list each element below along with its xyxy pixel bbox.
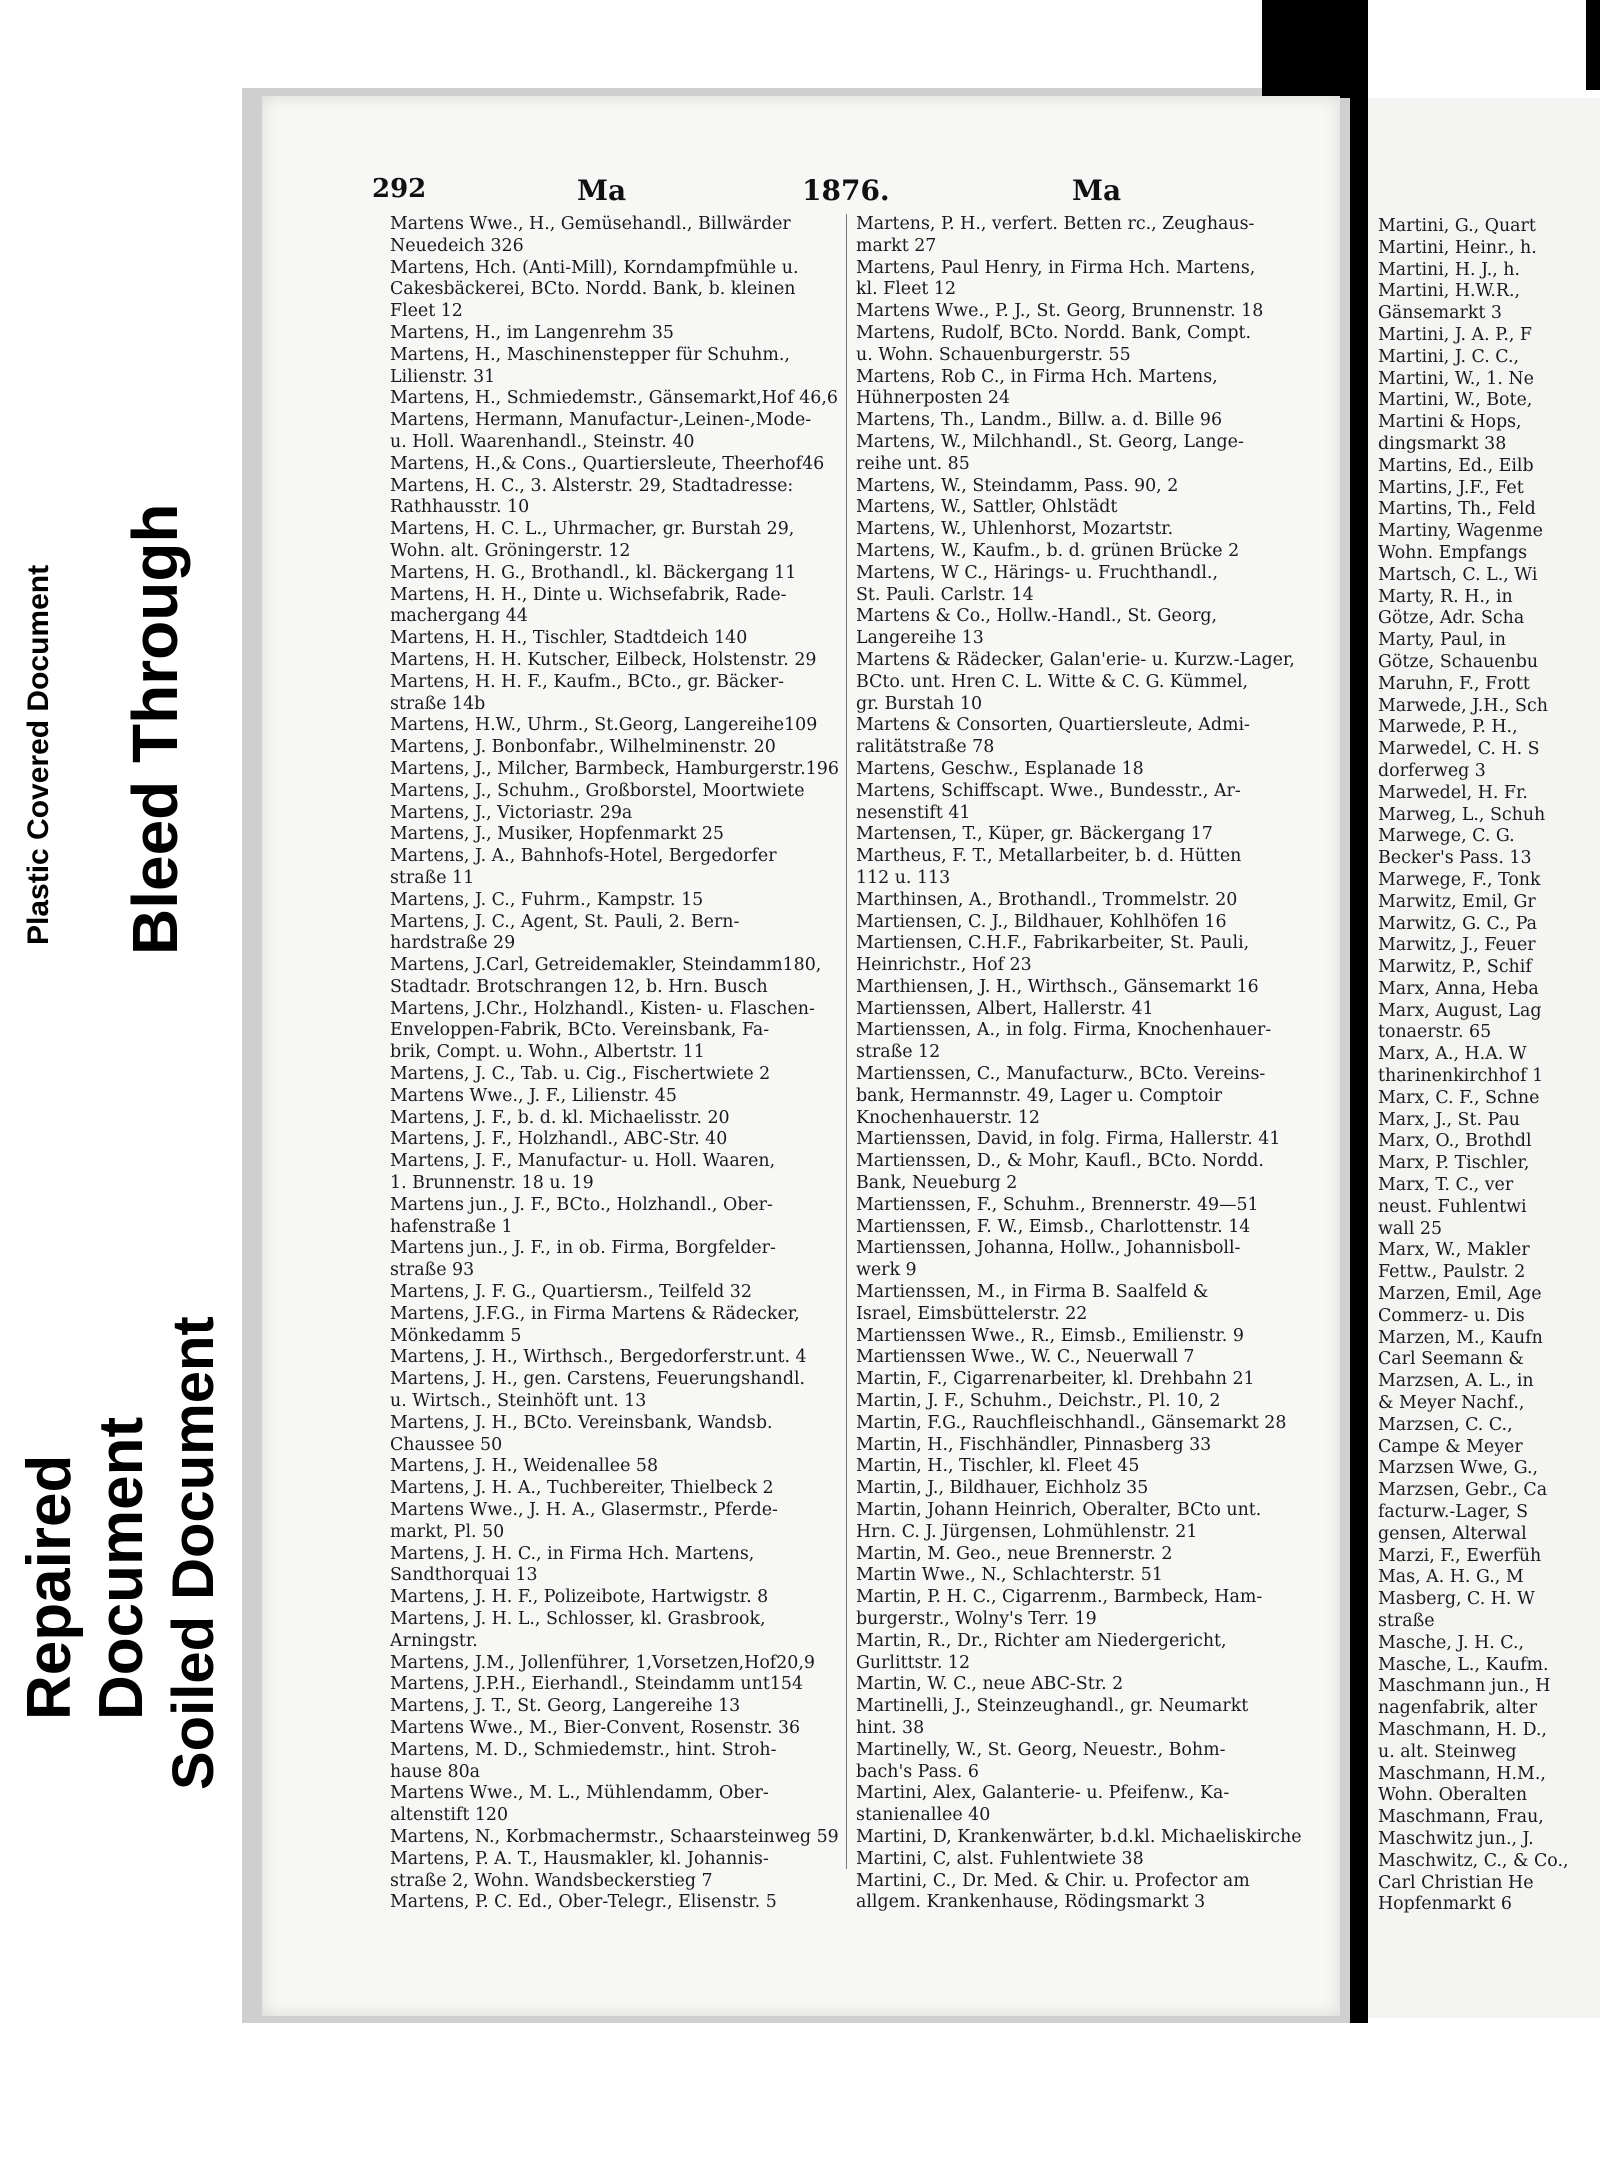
directory-entry: burgerstr., Wolny's Terr. 19	[856, 1609, 1097, 1629]
directory-entry: Arningstr.	[390, 1630, 478, 1651]
directory-entry: Martini, H. J., h.	[1378, 259, 1521, 280]
directory-entry: Chaussee 50	[390, 1434, 503, 1455]
directory-entry: Martens, H. H., Tischler, Stadtdeich 140	[390, 628, 748, 649]
directory-entry: Martini, H.W.R.,	[1378, 281, 1521, 302]
directory-entry: Maschwitz jun., J.	[1378, 1828, 1534, 1849]
directory-entry: Marwitz, G. C., Pa	[1378, 913, 1538, 934]
directory-entry: Marzen, M., Kaufn	[1378, 1327, 1543, 1348]
directory-entry: Martens, H. C., 3. Alsterstr. 29, Stadtadresse:	[390, 475, 794, 496]
directory-entry: Hühnerposten 24	[856, 388, 1011, 409]
directory-entry: altenstift 120	[390, 1805, 509, 1826]
directory-entry: Martens, J. H., BCto. Vereinsbank, Wandsb.	[390, 1412, 773, 1433]
binding-bar-side	[1350, 88, 1368, 2023]
directory-entry: stanienallee 40	[856, 1805, 991, 1826]
directory-entry: Martienssen, C., Manufacturw., BCto. Vereins-	[856, 1064, 1266, 1085]
directory-entry: Martienssen, M., in Firma B. Saalfeld &	[856, 1282, 1209, 1303]
directory-entry: werk 9	[856, 1260, 917, 1281]
directory-entry: Marzsen, C. C.,	[1378, 1414, 1513, 1435]
directory-entry: Marx, O., Brothdl	[1378, 1131, 1532, 1152]
directory-entry: Marzsen, Gebr., Ca	[1378, 1480, 1548, 1501]
directory-entry: hint. 38	[856, 1717, 925, 1738]
binding-bar-top	[1262, 0, 1368, 98]
directory-entry: bank, Hermannstr. 49, Lager u. Comptoir	[856, 1085, 1223, 1106]
directory-entry: Götze, Adr. Scha	[1378, 608, 1525, 629]
directory-entry: Martienssen, F., Schuhm., Brennerstr. 49—51	[856, 1194, 1259, 1215]
directory-entry: hardstraße 29	[390, 933, 516, 954]
directory-entry: Neuedeich 326	[390, 235, 524, 256]
directory-entry: Martens & Consorten, Quartiersleute, Admi-	[856, 715, 1250, 736]
bleed-through-label: Bleed Through	[119, 503, 191, 955]
directory-entry: Martienssen Wwe., W. C., Neuerwall 7	[856, 1347, 1195, 1368]
directory-entry: Martin, H., Fischhändler, Pinnasberg 33	[856, 1434, 1212, 1455]
directory-entry: Martienssen, Albert, Hallerstr. 41	[856, 998, 1154, 1019]
directory-entry: Martens, J. F., Holzhandl., ABC-Str. 40	[390, 1129, 728, 1150]
directory-entry: tonaerstr. 65	[1378, 1022, 1492, 1043]
header-right-abbrev: Ma	[1072, 174, 1122, 207]
directory-entry: Marzsen, A. L., in	[1378, 1371, 1534, 1392]
directory-entry: Martiensen, C. J., Bildhauer, Kohlhöfen 16	[856, 911, 1227, 932]
directory-entry: Martin, Johann Heinrich, Oberalter, BCto unt.	[856, 1500, 1262, 1521]
directory-entry: Martens & Co., Hollw.-Handl., St. Georg,	[856, 606, 1218, 627]
directory-entry: St. Pauli. Carlstr. 14	[856, 584, 1034, 605]
directory-entry: Martienssen, F. W., Eimsb., Charlottenstr. 14	[856, 1216, 1251, 1237]
directory-entry: Martens, J. C., Fuhrm., Kampstr. 15	[390, 889, 704, 910]
directory-entry: Marthiensen, J. H., Wirthsch., Gänsemarkt 16	[856, 976, 1259, 997]
directory-entry: Martens jun., J. F., in ob. Firma, Borgfelder-	[390, 1238, 776, 1259]
directory-entry: Martens, J., Victoriastr. 29a	[390, 802, 633, 823]
directory-entry: Wohn. Oberalten	[1378, 1785, 1528, 1806]
directory-entry: Martens, J. Bonbonfabr., Wilhelminenstr. 20	[390, 737, 776, 758]
directory-entry: Martens Wwe., M. L., Mühlendamm, Ober-	[390, 1783, 769, 1804]
directory-entry: Marwitz, J., Feuer	[1378, 935, 1536, 956]
directory-entry: Martens, J. H., Weidenallee 58	[390, 1456, 659, 1477]
directory-entry: Martins, Th., Feld	[1378, 499, 1536, 520]
header-left-abbrev: Ma	[577, 174, 627, 207]
directory-entry: Martini, J. C. C.,	[1378, 346, 1520, 367]
directory-entry: Martiensen, C.H.F., Fabrikarbeiter, St. Pauli,	[856, 933, 1250, 954]
directory-entry: Mönkedamm 5	[390, 1325, 522, 1346]
directory-entry: markt 27	[856, 235, 937, 256]
directory-entry: Martens Wwe., H., Gemüsehandl., Billwärder	[390, 214, 791, 234]
directory-entry: Martini, W., 1. Ne	[1378, 368, 1534, 389]
directory-entry: Götze, Schauenbu	[1378, 651, 1539, 672]
directory-entry: Martin, F., Cigarrenarbeiter, kl. Drehbahn 21	[856, 1369, 1255, 1390]
directory-entry: Martens, J. H., gen. Carstens, Feuerungshandl.	[390, 1369, 806, 1390]
facing-page-column	[1378, 216, 1600, 1916]
directory-entry: ralitätstraße 78	[856, 737, 995, 758]
directory-entry: Maschmann jun., H	[1378, 1676, 1551, 1697]
directory-entry: Martens, J. F. G., Quartiersm., Teilfeld 32	[390, 1282, 752, 1303]
directory-entry: Marzen, Emil, Age	[1378, 1284, 1542, 1305]
directory-entry: Martens, W., Uhlenhorst, Mozartstr.	[856, 519, 1174, 540]
directory-entry: Martens, W., Kaufm., b. d. grünen Brücke 2	[856, 540, 1240, 561]
directory-entry: Martens, P. H., verfert. Betten rc., Zeughaus-	[856, 214, 1255, 234]
directory-entry: Martens, J. C., Agent, St. Pauli, 2. Bern-	[390, 911, 740, 932]
directory-entry: Martens, Hermann, Manufactur-,Leinen-,Mode-	[390, 410, 812, 431]
directory-entry: Enveloppen-Fabrik, BCto. Vereinsbank, Fa-	[390, 1020, 770, 1041]
directory-entry: & Meyer Nachf.,	[1378, 1393, 1525, 1414]
directory-entry: Gurlittstr. 12	[856, 1652, 971, 1673]
directory-entry: Marx, P. Tischler,	[1378, 1153, 1530, 1174]
right-edge-bar	[1586, 0, 1600, 90]
directory-entry: Marzi, F., Ewerfüh	[1378, 1545, 1542, 1566]
directory-entry: Martens, W., Milchhandl., St. Georg, Lange-	[856, 431, 1244, 452]
soiled-document-label: Soiled Document	[161, 1316, 226, 1790]
directory-entry: Marx, A., H.A. W	[1378, 1044, 1527, 1065]
directory-entry: Marwede, P. H.,	[1378, 717, 1518, 738]
directory-entry: Martens & Rädecker, Galan'erie- u. Kurzw.-Lager,	[856, 649, 1295, 670]
directory-entry: Martin, R., Dr., Richter am Niedergericht,	[856, 1630, 1227, 1651]
directory-entry: Martens, J., Schuhm., Großborstel, Moortwiete	[390, 780, 805, 801]
directory-entry: 1. Brunnenstr. 18 u. 19	[390, 1173, 594, 1194]
directory-entry: Marwedel, H. Fr.	[1378, 782, 1528, 803]
directory-entry: gensen, Alterwal	[1378, 1523, 1527, 1544]
directory-entry: Marx, W., Makler	[1378, 1240, 1530, 1261]
directory-entry: Marty, Paul, in	[1378, 630, 1506, 651]
directory-entry: Martens, J., Musiker, Hopfenmarkt 25	[390, 824, 724, 845]
directory-entry: Martens Wwe., P. J., St. Georg, Brunnenstr. 18	[856, 301, 1264, 322]
directory-entry: Martens, P. C. Ed., Ober-Telegr., Elisenstr. 5	[390, 1892, 777, 1913]
directory-entry: Marzsen Wwe, G.,	[1378, 1458, 1539, 1479]
directory-entry: Martens, H. C. L., Uhrmacher, gr. Burstah 29,	[390, 519, 795, 540]
directory-entry: Maschmann, H. D.,	[1378, 1719, 1547, 1740]
directory-entry: Lilienstr. 31	[390, 366, 496, 387]
directory-entry: Martens, J. H. A., Tuchbereiter, Thielbeck 2	[390, 1478, 774, 1499]
directory-entry: Maschmann, Frau,	[1378, 1807, 1544, 1828]
directory-entry: Carl Seemann &	[1378, 1349, 1524, 1370]
directory-entry: Martens, Schiffscapt. Wwe., Bundesstr., Ar-	[856, 780, 1241, 801]
directory-entry: Maruhn, F., Frott	[1378, 673, 1530, 694]
directory-entry: Martens, J.F.G., in Firma Martens & Rädecker,	[390, 1303, 800, 1324]
page-header	[372, 174, 1272, 214]
directory-entry: Martens, J. T., St. Georg, Langereihe 13	[390, 1696, 741, 1717]
directory-entry: Marwitz, P., Schif	[1378, 957, 1532, 978]
directory-entry: Martini, Heinr., h.	[1378, 237, 1537, 258]
directory-entry: Marthinsen, A., Brothandl., Trommelstr. 20	[856, 889, 1238, 910]
directory-entry: Martens, J.Chr., Holzhandl., Kisten- u. Flaschen-	[390, 998, 815, 1019]
directory-entry: 112 u. 113	[856, 867, 951, 888]
directory-entry: Martienssen Wwe., R., Eimsb., Emilienstr. 9	[856, 1325, 1244, 1346]
directory-entry: Martens, H., Maschinensteppеr für Schuhm.,	[390, 344, 790, 365]
directory-entry: nagenfabrik, alter	[1378, 1698, 1538, 1719]
directory-entry: Hrn. C. J. Jürgensen, Lohmühlenstr. 21	[856, 1521, 1198, 1542]
directory-entry: Martens Wwe., J. H. A., Glasermstr., Pferde-	[390, 1500, 778, 1521]
directory-entry: straße 14b	[390, 693, 486, 714]
directory-entry: Rathhausstr. 10	[390, 497, 530, 518]
directory-entry: Martins, J.F., Fet	[1378, 477, 1524, 498]
facing-page	[1368, 98, 1600, 2018]
directory-entry: Martens, H. H. F., Kaufm., BCto., gr. Bäcker-	[390, 671, 785, 692]
directory-entry: Martiny, Wagenme	[1378, 521, 1543, 542]
directory-entry: Martini, G., Quart	[1378, 216, 1536, 236]
directory-entry: Martens, P. A. T., Hausmakler, kl. Johannis-	[390, 1848, 769, 1869]
directory-entry: Bank, Neueburg 2	[856, 1173, 1018, 1194]
directory-entry: Martens, J. H. F., Polizeibote, Hartwigstr. 8	[390, 1587, 769, 1608]
directory-entry: Martens, J.M., Jollenführer, 1,Vorsetzen,Hof20,9	[390, 1652, 815, 1673]
directory-entry: Martens, J., Milcher, Barmbeck, Hamburgerstr.196	[390, 758, 839, 779]
directory-entry: brik, Compt. u. Wohn., Albertstr. 11	[390, 1042, 705, 1063]
directory-entry: Martienssen, David, in folg. Firma, Hallerstr. 41	[856, 1129, 1281, 1150]
directory-entry: Martini, Alex, Galanterie- u. Pfeifenw., Ka-	[856, 1783, 1230, 1804]
directory-entry: straße 12	[856, 1042, 941, 1063]
directory-entry: Masche, J. H. C.,	[1378, 1632, 1525, 1653]
directory-entry: Stadtadr. Brotschrangen 12, b. Hrn. Busch	[390, 976, 768, 997]
directory-entry: Martens, W., Steindamm, Pass. 90, 2	[856, 475, 1179, 496]
directory-entry: Cakesbäckerei, BCto. Nordd. Bank, b. kleinen	[390, 279, 796, 300]
right-column	[856, 214, 1326, 1914]
directory-entry: allgem. Krankenhause, Rödingsmarkt 3	[856, 1892, 1206, 1913]
directory-entry: Martens, J. C., Tab. u. Cig., Fischertwiete 2	[390, 1064, 771, 1085]
directory-entry: Martens, Hch. (Anti-Mill), Korndampfmühle u.	[390, 257, 799, 278]
document-condition-labels	[0, 0, 240, 2177]
directory-entry: Marwitz, Emil, Gr	[1378, 891, 1536, 912]
directory-entry: markt, Pl. 50	[390, 1521, 505, 1542]
directory-entry: hafenstraße 1	[390, 1216, 513, 1237]
directory-entry: Martens, J. F., Manufactur- u. Holl. Waaren,	[390, 1151, 776, 1172]
directory-entry: Martienssen, Johanna, Hollw., Johannisboll-	[856, 1238, 1241, 1259]
directory-entry: Martini, C, alst. Fuhlentwiete 38	[856, 1848, 1144, 1869]
directory-entry: u. Wirtsch., Steinhöft unt. 13	[390, 1391, 647, 1412]
directory-entry: facturw.-Lager, S	[1378, 1502, 1528, 1523]
directory-entry: Knochenhauerstr. 12	[856, 1107, 1040, 1128]
directory-entry: Fleet 12	[390, 301, 463, 322]
directory-entry: u. alt. Steinweg	[1378, 1741, 1517, 1762]
directory-entry: Marx, J., St. Pau	[1378, 1109, 1521, 1130]
directory-entry: Masberg, C. H. W	[1378, 1589, 1535, 1610]
page-number: 292	[372, 174, 427, 204]
directory-entry: Heinrichstr., Hof 23	[856, 955, 1032, 976]
directory-entry: Martens, J. H., Wirthsch., Bergedorferstr.unt. 4	[390, 1347, 807, 1368]
directory-entry: Martinelly, W., St. Georg, Neuestr., Bohm-	[856, 1739, 1226, 1760]
directory-entry: straße 2, Wohn. Wandsbeckerstieg 7	[390, 1870, 713, 1891]
directory-entry: Commerz- u. Dis	[1378, 1305, 1525, 1326]
directory-entry: Martin, F.G., Rauchfleischhandl., Gänsemarkt 28	[856, 1412, 1287, 1433]
directory-entry: Martin Wwe., N., Schlachterstr. 51	[856, 1565, 1163, 1586]
directory-entry: Martens jun., J. F., BCto., Holzhandl., Ober-	[390, 1194, 773, 1215]
directory-entry: Martens, H. G., Brothandl., kl. Bäckergang 11	[390, 562, 797, 583]
directory-entry: Marx, August, Lag	[1378, 1000, 1542, 1021]
directory-entry: Martini, C., Dr. Med. & Chir. u. Profector am	[856, 1870, 1250, 1891]
directory-entry: Marx, C. F., Schne	[1378, 1087, 1540, 1108]
directory-entry: Martens, W C., Härings- u. Fruchthandl.,	[856, 562, 1218, 583]
directory-entry: Martin, J., Bildhauer, Eichholz 35	[856, 1478, 1149, 1499]
directory-entry: Marty, R. H., in	[1378, 586, 1513, 607]
header-year: 1876.	[802, 174, 890, 207]
directory-entry: Hopfenmarkt 6	[1378, 1894, 1512, 1915]
directory-entry: Martens, Rob C., in Firma Hch. Martens,	[856, 366, 1218, 387]
directory-entry: reihe unt. 85	[856, 453, 970, 474]
directory-entry: kl. Fleet 12	[856, 279, 957, 300]
directory-entry: Martens, H.,& Cons., Quartiersleute, Theerhof46	[390, 453, 825, 474]
directory-entry: Martens, H. H., Dinte u. Wichsefabrik, Rade-	[390, 584, 787, 605]
directory-entry: bach's Pass. 6	[856, 1761, 979, 1782]
directory-entry: Martens, Rudolf, BCto. Nordd. Bank, Compt.	[856, 322, 1252, 343]
directory-entry: Gänsemarkt 3	[1378, 303, 1502, 324]
directory-entry: Martin, M. Geo., neue Brennerstr. 2	[856, 1543, 1173, 1564]
directory-entry: Carl Christian He	[1378, 1872, 1534, 1893]
directory-entry: Martini, W., Bote,	[1378, 390, 1533, 411]
directory-entry: Wohn. alt. Gröningerstr. 12	[390, 540, 631, 561]
directory-entry: Marwege, F., Tonk	[1378, 869, 1541, 890]
directory-entry: Langereihe 13	[856, 628, 984, 649]
repaired-document-label: Repaired Document	[15, 1416, 156, 1720]
directory-entry: Martini, J. A. P., F	[1378, 324, 1532, 345]
directory-entry: Maschmann, H.M.,	[1378, 1763, 1546, 1784]
directory-entry: Martheus, F. T., Metallarbeiter, b. d. Hütten	[856, 846, 1242, 867]
directory-entry: Martin, J. F., Schuhm., Deichstr., Pl. 10, 2	[856, 1391, 1221, 1412]
directory-entry: nesenstift 41	[856, 802, 971, 823]
directory-entry: u. Wohn. Schauenburgerstr. 55	[856, 344, 1131, 365]
directory-entry: Martens, H.W., Uhrm., St.Georg, Langereihe109	[390, 715, 818, 736]
directory-entry: Martens, J. F., b. d. kl. Michaelisstr. 20	[390, 1107, 730, 1128]
directory-entry: Martens, M. D., Schmiedemstr., hint. Stroh-	[390, 1739, 777, 1760]
directory-entry: Marwege, C. G.	[1378, 826, 1515, 847]
directory-entry: straße 11	[390, 867, 475, 888]
directory-entry: Martens, H., Schmiedemstr., Gänsemarkt,Hof 46,6	[390, 388, 838, 409]
directory-entry: straße	[1378, 1611, 1435, 1631]
directory-entry: Becker's Pass. 13	[1378, 848, 1532, 869]
directory-entry: u. Holl. Waarenhandl., Steinstr. 40	[390, 431, 695, 452]
directory-entry: Marweg, L., Schuh	[1378, 804, 1546, 825]
directory-entry: gr. Burstah 10	[856, 693, 983, 714]
directory-entry: Martens, J. H. L., Schlosser, kl. Grasbrook,	[390, 1609, 766, 1629]
directory-entry: Maschwitz, C., & Co.,	[1378, 1850, 1569, 1871]
directory-entry: Martens, W., Sattler, Ohlstädt	[856, 497, 1118, 518]
directory-entry: Martens Wwe., M., Bier-Convent, Rosenstr. 36	[390, 1717, 801, 1738]
directory-entry: Martienssen, A., in folg. Firma, Knochenhauer-	[856, 1020, 1272, 1041]
directory-entry: wall 25	[1378, 1218, 1443, 1239]
directory-entry: Marx, T. C., ver	[1378, 1175, 1514, 1196]
directory-page	[262, 96, 1340, 2016]
directory-entry: Martens, Th., Landm., Billw. a. d. Bille 96	[856, 410, 1223, 431]
directory-entry: straße 93	[390, 1260, 475, 1281]
directory-entry: Martins, Ed., Eilb	[1378, 455, 1534, 476]
directory-entry: Sandthorquai 13	[390, 1565, 538, 1586]
directory-entry: Mas, A. H. G., M	[1378, 1567, 1524, 1588]
directory-entry: Martens, H., im Langenrehm 35	[390, 322, 674, 343]
directory-entry: Martens, Paul Henry, in Firma Hch. Martens,	[856, 257, 1256, 278]
directory-entry: dorferweg 3	[1378, 760, 1486, 781]
directory-entry: Martens Wwe., J. F., Lilienstr. 45	[390, 1085, 677, 1106]
directory-entry: Israel, Eimsbüttelerstr. 22	[856, 1303, 1088, 1324]
directory-entry: BCto. unt. Hren C. L. Witte & C. G. Kümmel,	[856, 671, 1249, 692]
directory-entry: dingsmarkt 38	[1378, 433, 1507, 454]
directory-entry: Marx, Anna, Heba	[1378, 978, 1539, 999]
directory-entry: Marwedel, C. H. S	[1378, 739, 1540, 760]
plastic-covered-label: Plastic Covered Document	[22, 564, 55, 945]
directory-entry: Martin, W. C., neue ABC-Str. 2	[856, 1674, 1124, 1695]
directory-entry: Martini & Hops,	[1378, 412, 1522, 433]
directory-entry: Wohn. Empfangs	[1378, 542, 1528, 563]
directory-entry: Martini, D, Krankenwärter, b.d.kl. Michaeliskirche	[856, 1826, 1302, 1847]
directory-entry: Martens, J. H. C., in Firma Hch. Martens,	[390, 1543, 755, 1564]
directory-entry: Campe & Meyer	[1378, 1436, 1523, 1457]
directory-entry: Martsch, C. L., Wi	[1378, 564, 1538, 585]
directory-entry: Martens, N., Korbmachermstr., Schaarsteinweg 59	[390, 1826, 839, 1847]
directory-entry: Martens, J.P.H., Eierhandl., Steindamm unt154	[390, 1674, 804, 1695]
left-column	[390, 214, 860, 1914]
directory-entry: neust. Fuhlentwi	[1378, 1196, 1527, 1217]
directory-entry: hause 80a	[390, 1761, 481, 1782]
directory-entry: Martinelli, J., Steinzeughandl., gr. Neumarkt	[856, 1696, 1249, 1717]
directory-entry: Martin, H., Tischler, kl. Fleet 45	[856, 1456, 1140, 1477]
directory-entry: Marwede, J.H., Sch	[1378, 695, 1548, 716]
directory-entry: Masche, L., Kaufm.	[1378, 1654, 1549, 1675]
directory-entry: Martienssen, D., & Mohr, Kaufl., BCto. Nordd.	[856, 1151, 1264, 1172]
directory-entry: Martensen, T., Küper, gr. Bäckergang 17	[856, 824, 1213, 845]
directory-entry: Martens, H. H. Kutscher, Eilbeck, Holstenstr. 29	[390, 649, 817, 670]
directory-entry: tharinenkirchhof 1	[1378, 1066, 1544, 1087]
directory-entry: Martin, P. H. C., Cigarrenm., Barmbeck, Ham-	[856, 1587, 1263, 1608]
directory-entry: Martens, Geschw., Esplanade 18	[856, 758, 1144, 779]
directory-entry: machergang 44	[390, 606, 528, 627]
directory-entry: Martens, J. A., Bahnhofs-Hotel, Bergedorfer	[390, 846, 777, 867]
directory-entry: Martens, J.Carl, Getreidemakler, Steindamm180,	[390, 955, 822, 976]
directory-entry: Fettw., Paulstr. 2	[1378, 1262, 1526, 1283]
